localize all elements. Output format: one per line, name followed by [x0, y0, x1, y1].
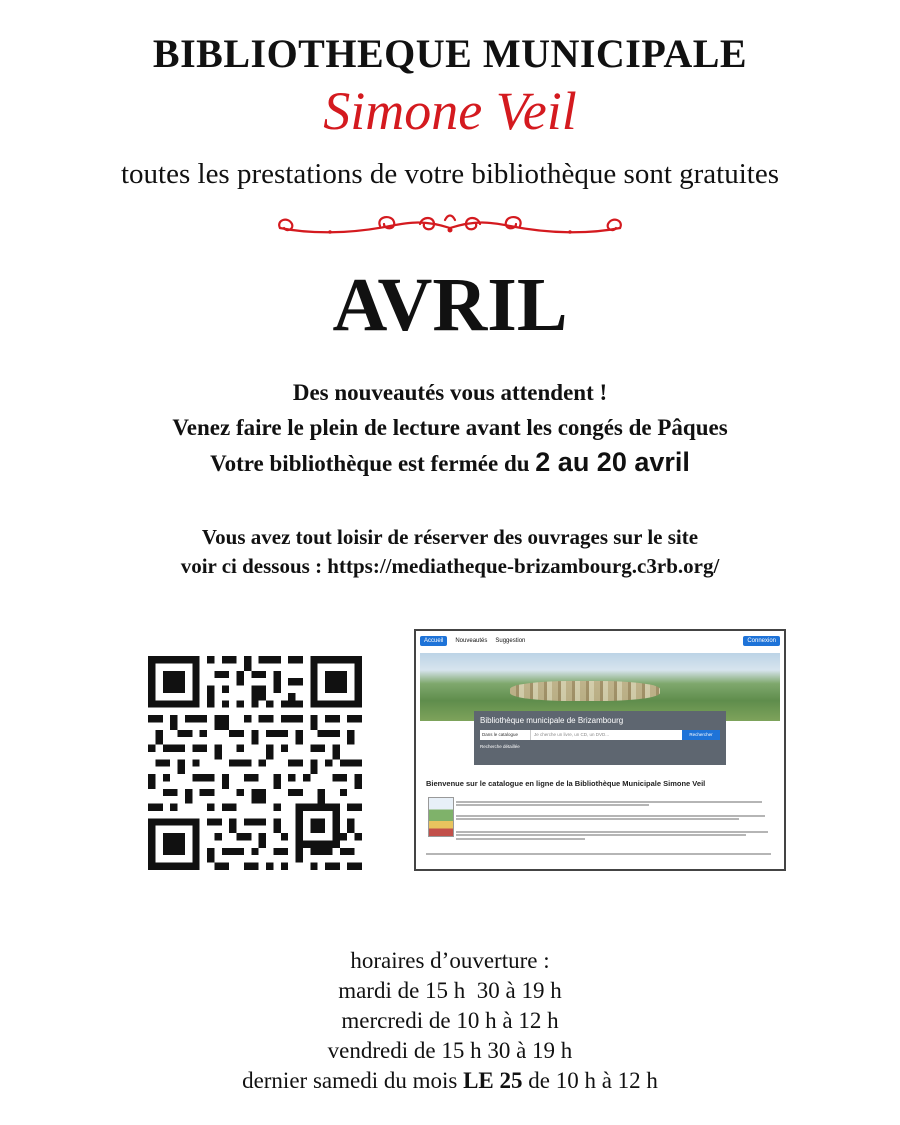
reservation-block: [0, 523, 900, 581]
opening-hours: [0, 946, 900, 1096]
hours-saturday-prefix: dernier samedi du mois: [242, 1068, 458, 1093]
library-dedication: Simone Veil: [323, 81, 577, 141]
hours-title: horaires d’ouverture :: [350, 948, 550, 973]
nav-home: Accueil: [420, 636, 447, 646]
reservation-line-1: Vous avez tout loisir de réserver des ouvrages sur le site: [201, 525, 699, 549]
welcome-paragraph-4: [426, 851, 778, 856]
nav-new-items: Nouveautés: [455, 638, 488, 644]
search-input: Je cherche un livre, un CD, un DVD...: [530, 730, 682, 740]
village-houses: [510, 681, 660, 701]
qr-code[interactable]: [148, 656, 362, 870]
catalogue-website-screenshot: [414, 629, 786, 871]
news-line-2: Venez faire le plein de lecture avant les congés de Pâques: [172, 415, 728, 440]
reservation-url-line[interactable]: voir ci dessous : https://mediatheque-brizambourg.c3rb.org/: [180, 554, 720, 578]
search-panel-title: Bibliothèque municipale de Brizambourg: [480, 716, 624, 725]
search-row: [480, 730, 720, 740]
decorative-ornament: [270, 206, 630, 246]
month-title: AVRIL: [332, 263, 568, 347]
closure-line: [0, 445, 900, 481]
welcome-paragraph-2: [456, 813, 778, 822]
library-name: BIBLIOTHEQUE MUNICIPALE: [152, 31, 748, 76]
closure-prefix: Votre bibliothèque est fermée du: [210, 451, 530, 476]
nav-suggestion: Suggestion: [495, 638, 526, 644]
news-block: [0, 375, 900, 481]
hours-saturday-date: LE 25: [463, 1068, 523, 1093]
library-logo-image: [428, 797, 454, 837]
welcome-paragraph-1: [456, 799, 778, 808]
search-button: Rechercher: [682, 730, 720, 740]
welcome-heading: Bienvenue sur le catalogue en ligne de la Bibliothèque Municipale Simone Veil: [426, 779, 706, 788]
hours-tuesday: mardi de 15 h 30 à 19 h: [338, 978, 562, 1003]
advanced-search-link: Recherche détaillée: [480, 744, 520, 749]
search-panel: [474, 711, 726, 765]
hours-saturday-suffix: de 10 h à 12 h: [528, 1068, 658, 1093]
hours-wednesday: mercredi de 10 h à 12 h: [341, 1008, 559, 1033]
news-line-1: Des nouveautés vous attendent !: [292, 380, 608, 405]
free-services-subtitle: toutes les prestations de votre bibliothèque sont gratuites: [120, 158, 779, 190]
website-nav: [416, 631, 784, 651]
login-button: Connexion: [743, 636, 780, 646]
closure-dates: 2 au 20 avril: [535, 447, 690, 477]
hours-saturday: [0, 1066, 900, 1096]
hours-friday: vendredi de 15 h 30 à 19 h: [327, 1038, 573, 1063]
catalogue-select: Dans le catalogue: [480, 730, 530, 740]
welcome-paragraph-3: [456, 829, 778, 841]
